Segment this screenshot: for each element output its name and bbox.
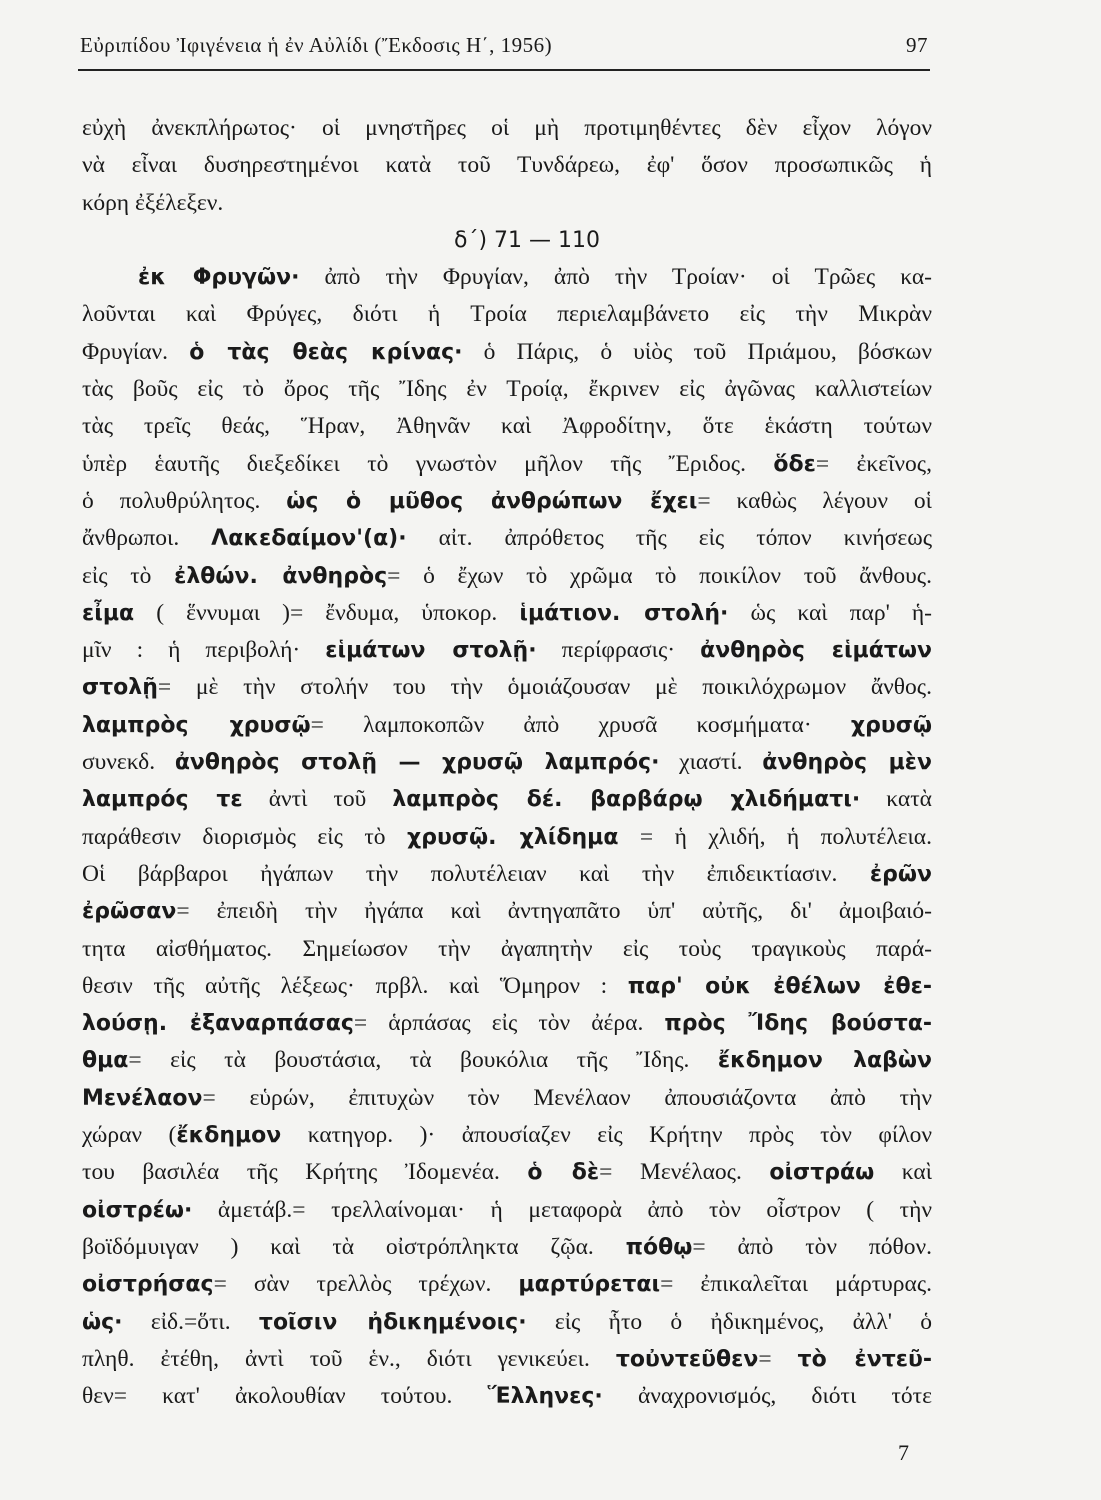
text-line: λαμπρὸς χρυσῷ= λαμποκοπῶν ἀπὸ χρυσᾶ κοσμήματα· χρυσῷ <box>82 711 932 738</box>
page-number: 97 <box>906 33 928 57</box>
text-line: τὰς βοῦς εἰς τὸ ὄρος τῆς Ἴδης ἐν Τροίᾳ, ἔκρινεν εἰς ἀγῶνας καλλιστείων <box>82 376 932 403</box>
text-line: θμα= εἰς τὰ βουστάσια, τὰ βουκόλια τῆς Ἴδης. ἔκδημον λαβὼν <box>82 1047 932 1074</box>
running-header <box>80 33 928 58</box>
text-line: βοϊδόμυιγαν ) καὶ τὰ οἰστρόπληκτα ζῷα. πόθῳ= ἀπὸ τὸν πόθον. <box>82 1233 932 1260</box>
commentary-text <box>82 110 932 1415</box>
text-line: εἶμα ( ἕννυμαι )= ἔνδυμα, ὑποκορ. ἱμάτιον. στολή· ὡς καὶ παρ' ἡ- <box>82 599 932 626</box>
text-line: ὑπὲρ ἑαυτῆς διεξεδίκει τὸ γνωστὸν μῆλον τῆς Ἔριδος. ὅδε= ἐκεῖνος, <box>82 450 932 477</box>
text-line: θεσιν τῆς αὐτῆς λέξεως· πρβλ. καὶ Ὅμηρον : παρ' οὐκ ἐθέλων ἐθε- <box>82 972 932 999</box>
text-line: λαμπρός τε ἀντὶ τοῦ λαμπρὸς δέ. βαρβάρῳ χλιδήματι· κατὰ <box>82 786 932 813</box>
text-line: θεν= κατ' ἀκολουθίαν τούτου. Ἕλληνες· ἀναχρονισμός, διότι τότε <box>82 1383 932 1410</box>
text-line: παράθεσιν διορισμὸς εἰς τὸ χρυσῷ. χλίδημα = ἡ χλιδή, ἡ πολυτέλεια. <box>82 823 932 850</box>
text-line: λούσῃ. ἐξαναρπάσας= ἁρπάσας εἰς τὸν ἀέρα. πρὸς Ἴδης βούστα- <box>82 1010 932 1037</box>
text-line: Μενέλαον= εὑρών, ἐπιτυχὼν τὸν Μενέλαον ἀπουσιάζοντα ἀπὸ τὴν <box>82 1084 932 1111</box>
text-line: ὁ πολυθρύλητος. ὡς ὁ μῦθος ἀνθρώπων ἔχει= καθὼς λέγουν οἱ <box>82 487 932 514</box>
text-line: συνεκδ. ἀνθηρὸς στολῇ — χρυσῷ λαμπρός· χιαστί. ἀνθηρὸς μὲν <box>82 749 933 776</box>
text-line: του βασιλέα τῆς Κρήτης Ἰδομενέα. ὁ δὲ= Μενέλαος. οἰστράω καὶ <box>82 1159 933 1186</box>
running-title: Εὐριπίδου Ἰφιγένεια ἡ ἐν Αὐλίδι (Ἔκδοσις Η΄, 1956) <box>80 33 553 57</box>
text-line: οἰστρέω· ἀμετάβ.= τρελλαίνομαι· ἡ μεταφορὰ ἀπὸ τὸν οἶστρον ( τὴν <box>82 1196 932 1223</box>
header-rule <box>78 69 930 71</box>
text-line: τητα αἰσθήματος. Σημείωσον τὴν ἀγαπητὴν εἰς τοὺς τραγικοὺς παρά- <box>82 935 932 962</box>
text-line: ὡς· εἰδ.=ὅτι. τοῖσιν ἠδικημένοις· εἰς ἧτο ὁ ἠδικημένος, ἀλλ' ὁ <box>82 1308 932 1335</box>
text-line: στολῇ= μὲ τὴν στολήν του τὴν ὁμοιάζουσαν μὲ ποικιλόχρωμον ἄνθος. <box>82 674 932 701</box>
signature-mark: 7 <box>898 1440 909 1465</box>
text-line: Φρυγίαν. ὁ τὰς θεὰς κρίνας· ὁ Πάρις, ὁ υἱὸς τοῦ Πριάμου, βόσκων <box>82 338 932 365</box>
text-line: τὰς τρεῖς θεάς, Ἥραν, Ἀθηνᾶν καὶ Ἀφροδίτην, ὅτε ἑκάστη τούτων <box>82 413 932 440</box>
section-heading: δ΄) 71 — 110 <box>453 227 600 253</box>
text-line: εἰς τὸ ἐλθών. ἀνθηρὸς= ὁ ἔχων τὸ χρῶμα τὸ ποικίλον τοῦ ἄνθους. <box>82 562 932 589</box>
text-line: κόρη ἐξέλεξεν. <box>82 189 224 216</box>
text-line: οἰστρήσας= σὰν τρελλὸς τρέχων. μαρτύρεται= ἐπικαλεῖται μάρτυρας. <box>82 1271 932 1298</box>
text-line: λοῦνται καὶ Φρύγες, διότι ἡ Τροία περιελαμβάνετο εἰς τὴν Μικρὰν <box>82 301 932 328</box>
text-line: νὰ εἶναι δυσηρεστημένοι κατὰ τοῦ Τυνδάρεω, ἐφ' ὅσον προσωπικῶς ἡ <box>82 152 932 179</box>
text-line: ἐκ Φρυγῶν· ἀπὸ τὴν Φρυγίαν, ἀπὸ τὴν Τροίαν· οἱ Τρῶες κα- <box>138 264 932 291</box>
text-line: ἐρῶσαν= ἐπειδὴ τὴν ἠγάπα καὶ ἀντηγαπᾶτο ὑπ' αὐτῆς, δι' ἀμοιβαιό- <box>82 898 932 925</box>
text-line: ἄνθρωποι. Λακεδαίμον'(α)· αἰτ. ἀπρόθετος τῆς εἰς τόπον κινήσεως <box>82 525 932 552</box>
text-line: Οἱ βάρβαροι ἠγάπων τὴν πολυτέλειαν καὶ τὴν ἐπιδεικτίασιν. ἐρῶν <box>82 860 932 887</box>
text-line: χώραν (ἔκδημον κατηγορ. )· ἀπουσίαζεν εἰς Κρήτην πρὸς τὸν φίλον <box>82 1122 933 1149</box>
text-line: μῖν : ἡ περιβολή· εἱμάτων στολῇ· περίφρασις· ἀνθηρὸς εἱμάτων <box>82 637 932 664</box>
text-line: πληθ. ἐτέθη, ἀντὶ τοῦ ἑν., διότι γενικεύει. τοὐντεῦθεν= τὸ ἐντεῦ- <box>82 1345 932 1372</box>
text-line: εὐχὴ ἀνεκπλήρωτος· οἱ μνηστῆρες οἱ μὴ προτιμηθέντες δὲν εἶχον λόγον <box>82 115 932 141</box>
